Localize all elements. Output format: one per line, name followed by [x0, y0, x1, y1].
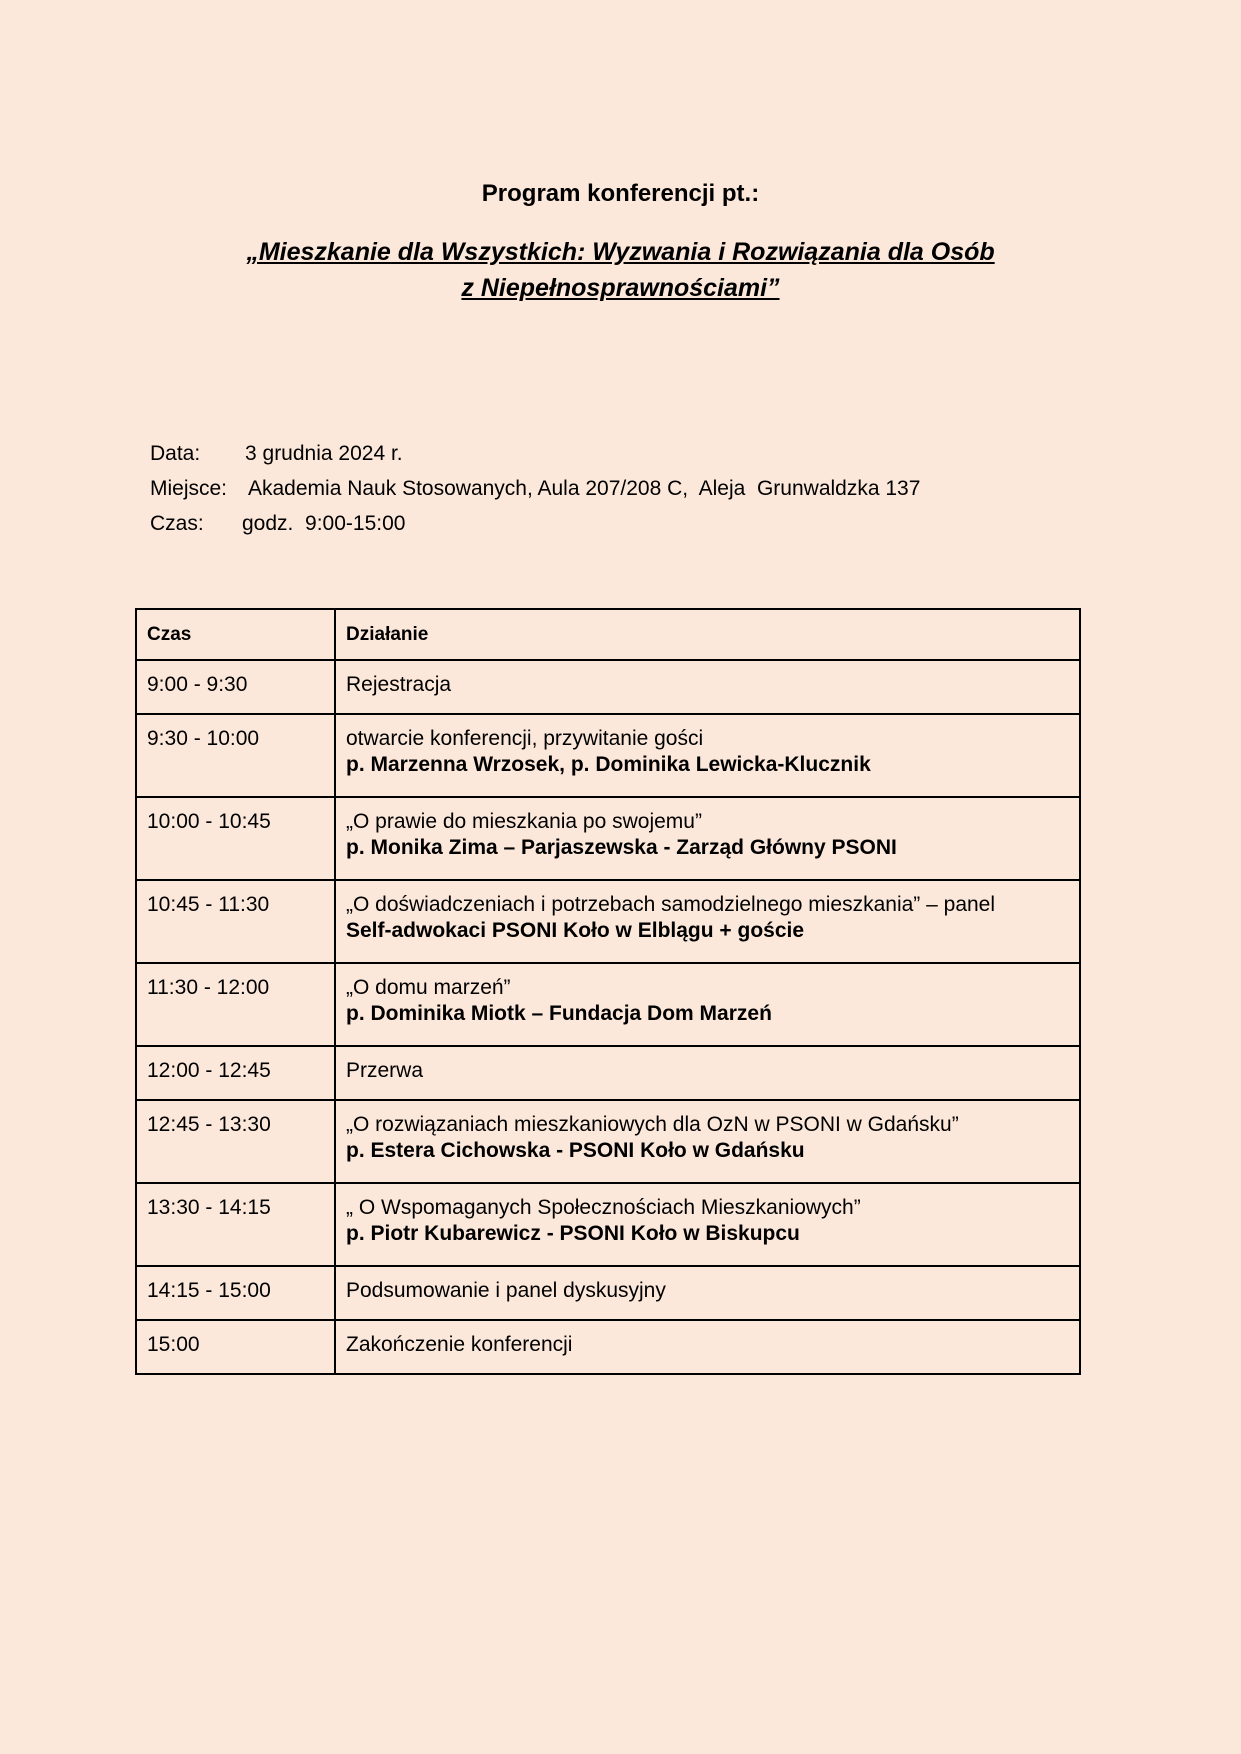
agenda-row	[136, 1320, 1080, 1374]
place-value: Akademia Nauk Stosowanych, Aula 207/208 C, Aleja Grunwaldzka 137	[248, 477, 921, 500]
agenda-activity	[335, 1320, 1080, 1374]
agenda-activity	[335, 1100, 1080, 1183]
agenda-time: 15:00	[136, 1320, 335, 1374]
info-date-row	[150, 436, 920, 471]
agenda-topic: Przerwa	[346, 1059, 424, 1082]
agenda-row	[136, 1046, 1080, 1100]
agenda-topic: Zakończenie konferencji	[346, 1333, 573, 1356]
agenda-topic: Podsumowanie i panel dyskusyjny	[346, 1279, 666, 1302]
event-info	[150, 436, 920, 541]
agenda-topic: otwarcie konferencji, przywitanie gości	[346, 727, 704, 750]
agenda-speaker: p. Marzenna Wrzosek, p. Dominika Lewicka-Klucznik	[346, 753, 871, 776]
agenda-time: 10:45 - 11:30	[136, 880, 335, 963]
agenda-row	[136, 1183, 1080, 1266]
agenda-speaker: p. Estera Cichowska - PSONI Koło w Gdańsku	[346, 1139, 805, 1162]
agenda-speaker: p. Dominika Miotk – Fundacja Dom Marzeń	[346, 1002, 772, 1025]
agenda-row	[136, 797, 1080, 880]
agenda-row	[136, 714, 1080, 797]
agenda-time: 10:00 - 10:45	[136, 797, 335, 880]
agenda-time: 14:15 - 15:00	[136, 1266, 335, 1320]
date-value: 3 grudnia 2024 r.	[245, 442, 403, 465]
column-header-activity: Działanie	[335, 609, 1080, 660]
time-label: Czas:	[150, 512, 204, 535]
agenda-speaker: p. Piotr Kubarewicz - PSONI Koło w Biskupcu	[346, 1222, 800, 1245]
agenda-time: 9:30 - 10:00	[136, 714, 335, 797]
agenda-speaker: Self-adwokaci PSONI Koło w Elblągu + goście	[346, 919, 805, 942]
agenda-row	[136, 963, 1080, 1046]
info-place-row	[150, 471, 920, 506]
agenda-activity	[335, 797, 1080, 880]
agenda-time: 9:00 - 9:30	[136, 660, 335, 714]
place-label: Miejsce:	[150, 477, 228, 500]
time-value: godz. 9:00-15:00	[242, 512, 406, 535]
agenda-time: 13:30 - 14:15	[136, 1183, 335, 1266]
agenda-time: 12:45 - 13:30	[136, 1100, 335, 1183]
agenda-topic: „ O Wspomaganych Społecznościach Mieszkaniowych”	[346, 1196, 861, 1219]
agenda-topic: „O domu marzeń”	[346, 976, 511, 999]
agenda-table	[135, 608, 1081, 1375]
document-heading: Program konferencji pt.:	[481, 180, 760, 207]
agenda-topic: „O doświadczeniach i potrzebach samodzielnego mieszkania” – panel	[346, 893, 996, 916]
agenda-activity	[335, 963, 1080, 1046]
agenda-topic: „O rozwiązaniach mieszkaniowych dla OzN w PSONI w Gdańsku”	[346, 1113, 959, 1136]
agenda-row	[136, 1266, 1080, 1320]
agenda-activity	[335, 714, 1080, 797]
agenda-row	[136, 1100, 1080, 1183]
conference-title-line-2: z Niepełnosprawnościami”	[461, 274, 780, 302]
agenda-activity	[335, 660, 1080, 714]
conference-title	[0, 234, 1241, 306]
info-time-row	[150, 506, 920, 541]
agenda-time: 12:00 - 12:45	[136, 1046, 335, 1100]
date-label: Data:	[150, 442, 201, 465]
agenda-activity	[335, 1266, 1080, 1320]
agenda-topic: Rejestracja	[346, 673, 452, 696]
conference-title-line-1: „Mieszkanie dla Wszystkich: Wyzwania i Rozwiązania dla Osób	[246, 238, 995, 266]
agenda-row	[136, 880, 1080, 963]
agenda-topic: „O prawie do mieszkania po swojemu”	[346, 810, 702, 833]
agenda-time: 11:30 - 12:00	[136, 963, 335, 1046]
agenda-speaker: p. Monika Zima – Parjaszewska - Zarząd Główny PSONI	[346, 836, 897, 859]
agenda-activity	[335, 1183, 1080, 1266]
agenda-header-row	[136, 609, 1080, 660]
agenda-activity	[335, 880, 1080, 963]
agenda-row	[136, 660, 1080, 714]
column-header-time: Czas	[136, 609, 335, 660]
agenda-activity	[335, 1046, 1080, 1100]
